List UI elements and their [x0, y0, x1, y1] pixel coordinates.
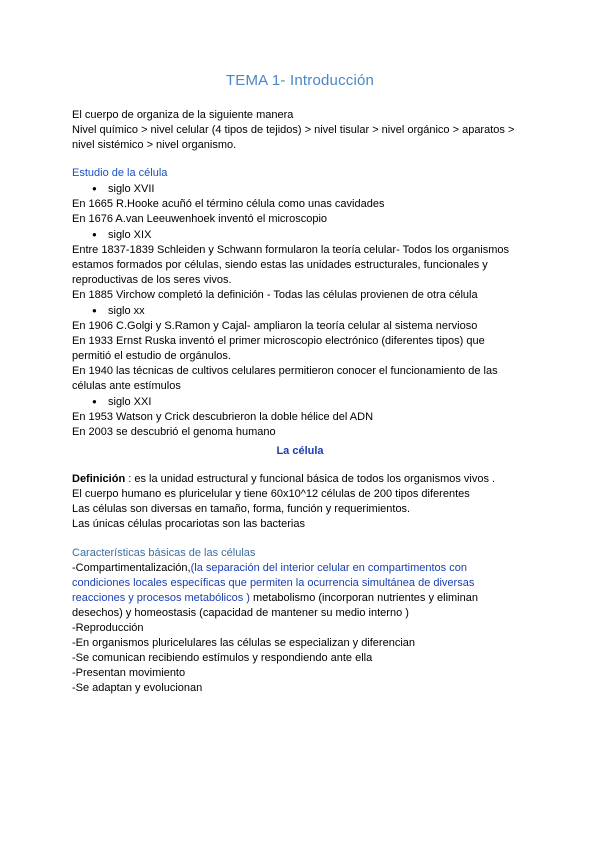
text-line: permitió el estudio de orgánulos.	[72, 350, 231, 362]
text-line	[72, 591, 532, 606]
definition-line	[72, 472, 532, 487]
list-item: -Reproducción	[72, 622, 144, 634]
text-line: En 1906 C.Golgi y S.Ramon y Cajal- ampliaron la teoría celular al sistema nervioso	[72, 320, 478, 332]
text-line: En 1885 Virchow completó la definición - Todas las células provienen de otra célula	[72, 289, 478, 301]
intro-line: Nivel químico > nivel celular (4 tipos de tejidos) > nivel tisular > nivel orgánico > aparatos >	[72, 124, 515, 136]
intro-paragraph	[72, 108, 532, 153]
text-line: desechos) y homeostasis (capacidad de mantener su medio interno )	[72, 607, 409, 619]
text-line: En 1953 Watson y Crick descubrieron la doble hélice del ADN	[72, 411, 374, 423]
definition-label: Definición	[72, 473, 126, 485]
estudio-section	[72, 166, 532, 440]
text-line: Las únicas células procariotas son las bacterias	[72, 518, 305, 530]
page-title: TEMA 1- Introducción	[225, 72, 375, 89]
comp-blue-text: (la separación del interior celular en compartimentos con	[190, 562, 467, 574]
definition-text: : es la unidad estructural y funcional básica de todos los organismos vivos .	[125, 473, 496, 485]
text-line: En 1665 R.Hooke acuñó el término célula como unas cavidades	[72, 198, 385, 210]
intro-line: nivel sistémico > nivel organismo.	[72, 139, 237, 151]
comp-blue-text: reacciones y procesos metabólicos )	[72, 592, 250, 604]
text-line: En 1933 Ernst Ruska inventó el primer microscopio electrónico (diferentes tipos) que	[72, 335, 485, 347]
text-line: En 1940 las técnicas de cultivos celulares permitieron conocer el funcionamiento de las	[72, 365, 498, 377]
text-line: En 2003 se descubrió el genoma humano	[72, 426, 276, 438]
bullet-item: ● siglo XIX	[72, 227, 532, 243]
caracteristicas-section	[72, 546, 532, 696]
bullet-item: ● siglo XVII	[72, 181, 532, 197]
bullet-item: ● siglo xx	[72, 303, 532, 319]
text-line: Las células son diversas en tamaño, forma, función y requerimientos.	[72, 503, 411, 515]
celula-heading: La célula	[276, 445, 324, 457]
intro-line: El cuerpo de organiza de la siguiente manera	[72, 109, 294, 121]
caracteristicas-heading: Características básicas de las células	[72, 547, 256, 559]
text-line: reproductivas de los seres vivos.	[72, 274, 232, 286]
comp-blue-text: condiciones locales específicas que permiten la ocurrencia simultánea de diversas	[72, 577, 475, 589]
list-item: -Se comunican recibiendo estímulos y respondiendo ante ella	[72, 652, 373, 664]
text-line: El cuerpo humano es pluricelular y tiene 60x10^12 células de 200 tipos diferentes	[72, 488, 470, 500]
list-item: -Presentan movimiento	[72, 667, 186, 679]
text-line: estamos formados por células, siendo estas las unidades estructurales, funcionales y	[72, 259, 488, 271]
text-line: células ante estímulos	[72, 380, 181, 392]
text-line: En 1676 A.van Leeuwenhoek inventó el microscopio	[72, 213, 328, 225]
text-line	[72, 561, 532, 576]
text-line: Entre 1837-1839 Schleiden y Schwann formularon la teoría celular- Todos los organismos	[72, 244, 509, 256]
list-item: -Se adaptan y evolucionan	[72, 682, 203, 694]
comp-prefix: -Compartimentalización,	[72, 562, 191, 574]
bullet-item: ● siglo XXI	[72, 394, 532, 410]
celula-section	[72, 472, 532, 532]
estudio-heading: Estudio de la célula	[72, 167, 168, 179]
comp-rest-text: metabolismo (incorporan nutrientes y eliminan	[249, 592, 478, 604]
list-item: -En organismos pluricelulares las células se especializan y diferencian	[72, 637, 416, 649]
